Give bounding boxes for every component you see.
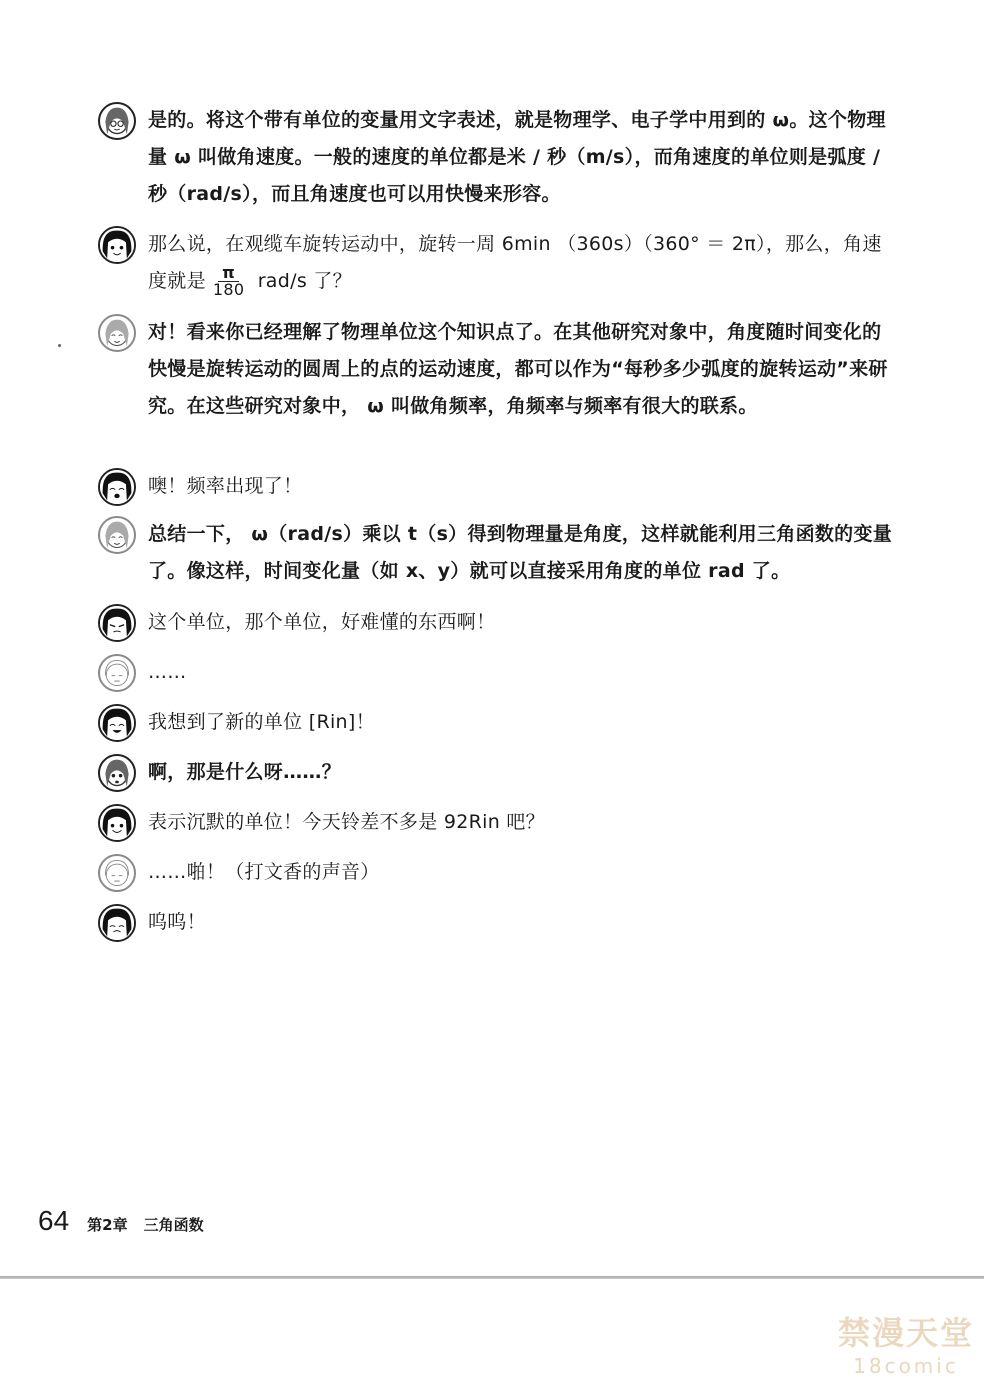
dialog-list (98, 102, 904, 954)
stray-mark (58, 344, 61, 347)
dialog-text: 呜呜！ (148, 911, 206, 933)
dialog-text: 噢！频率出现了！ (148, 475, 303, 497)
dialog-line (98, 604, 904, 654)
dark-haired-girl-avatar (98, 468, 136, 506)
light-haired-girl-avatar (98, 314, 136, 352)
dialog-line (98, 468, 904, 516)
watermark (838, 1308, 974, 1378)
light-haired-girl-avatar (98, 516, 136, 554)
light-haired-girl-avatar (98, 754, 136, 792)
sketch-girl-avatar (98, 854, 136, 892)
dialog-text (148, 226, 900, 300)
dialog-line (98, 314, 904, 468)
dialog-text: …… (148, 661, 187, 683)
dialog-text-part: 那么说，在观缆车旋转运动中，旋转一周 6min （360s）（360° ＝ 2π），那么，角速度就是 (148, 233, 882, 292)
dialog-text: 我想到了新的单位 [Rin]！ (148, 711, 375, 733)
dialog-line (98, 226, 904, 314)
dialog-text: 对！看来你已经理解了物理单位这个知识点了。在其他研究对象中，角度随时间变化的快慢是旋转运动的圆周上的点的运动速度，都可以作为“每秒多少弧度的旋转运动”来研究。在这些研究对象中， ω 叫做角频率，角频率与频率有很大的联系。 (148, 321, 888, 417)
sketch-girl-avatar (98, 654, 136, 692)
dialog-line (98, 654, 904, 704)
dialog-line (98, 804, 904, 854)
chapter-title: 三角函数 (143, 1216, 204, 1234)
fraction-numerator: π (218, 265, 239, 282)
chapter-label: 第2章 (87, 1216, 128, 1234)
dialog-text: 表示沉默的单位！今天铃差不多是 92Rin 吧？ (148, 811, 545, 833)
dialog-text: ……啪！（打文香的声音） (148, 861, 380, 883)
dialog-line (98, 516, 904, 604)
fraction-denominator: 180 (212, 280, 245, 299)
dialog-text: 总结一下， ω（rad/s）乘以 t（s）得到物理量是角度，这样就能利用三角函数的变量了。像这样，时间变化量（如 x、y）就可以直接采用角度的单位 rad 了。 (148, 523, 893, 582)
dialog-line (98, 102, 904, 226)
fraction (209, 265, 248, 298)
dialog-text: 这个单位，那个单位，好难懂的东西啊！ (148, 611, 496, 633)
watermark-line-1: 禁漫天堂 (837, 1314, 974, 1352)
dark-haired-girl-avatar (98, 604, 136, 642)
page-footer (38, 1205, 204, 1237)
dialog-line (98, 854, 904, 904)
page-number: 64 (38, 1205, 70, 1236)
dark-haired-girl-avatar (98, 704, 136, 742)
dialog-text: 是的。将这个带有单位的变量用文字表述，就是物理学、电子学中用到的 ω。这个物理量 ω 叫做角速度。一般的速度的单位都是米 / 秒（m/s），而角速度的单位则是弧度 / 秒（rad/s），而且角速度也可以用快慢来形容。 (148, 109, 886, 205)
dark-haired-girl-avatar (98, 804, 136, 842)
page-bottom-rule (0, 1276, 984, 1279)
dark-haired-girl-avatar (98, 226, 136, 264)
dialog-line (98, 754, 904, 804)
dark-haired-girl-avatar (98, 904, 136, 942)
watermark-line-2: 18comic (853, 1354, 959, 1378)
light-haired-girl-avatar (98, 102, 136, 140)
dialog-line (98, 904, 904, 954)
dialog-text: 啊，那是什么呀……？ (148, 761, 342, 783)
dialog-line (98, 704, 904, 754)
dialog-text-part: rad/s 了？ (251, 270, 352, 292)
